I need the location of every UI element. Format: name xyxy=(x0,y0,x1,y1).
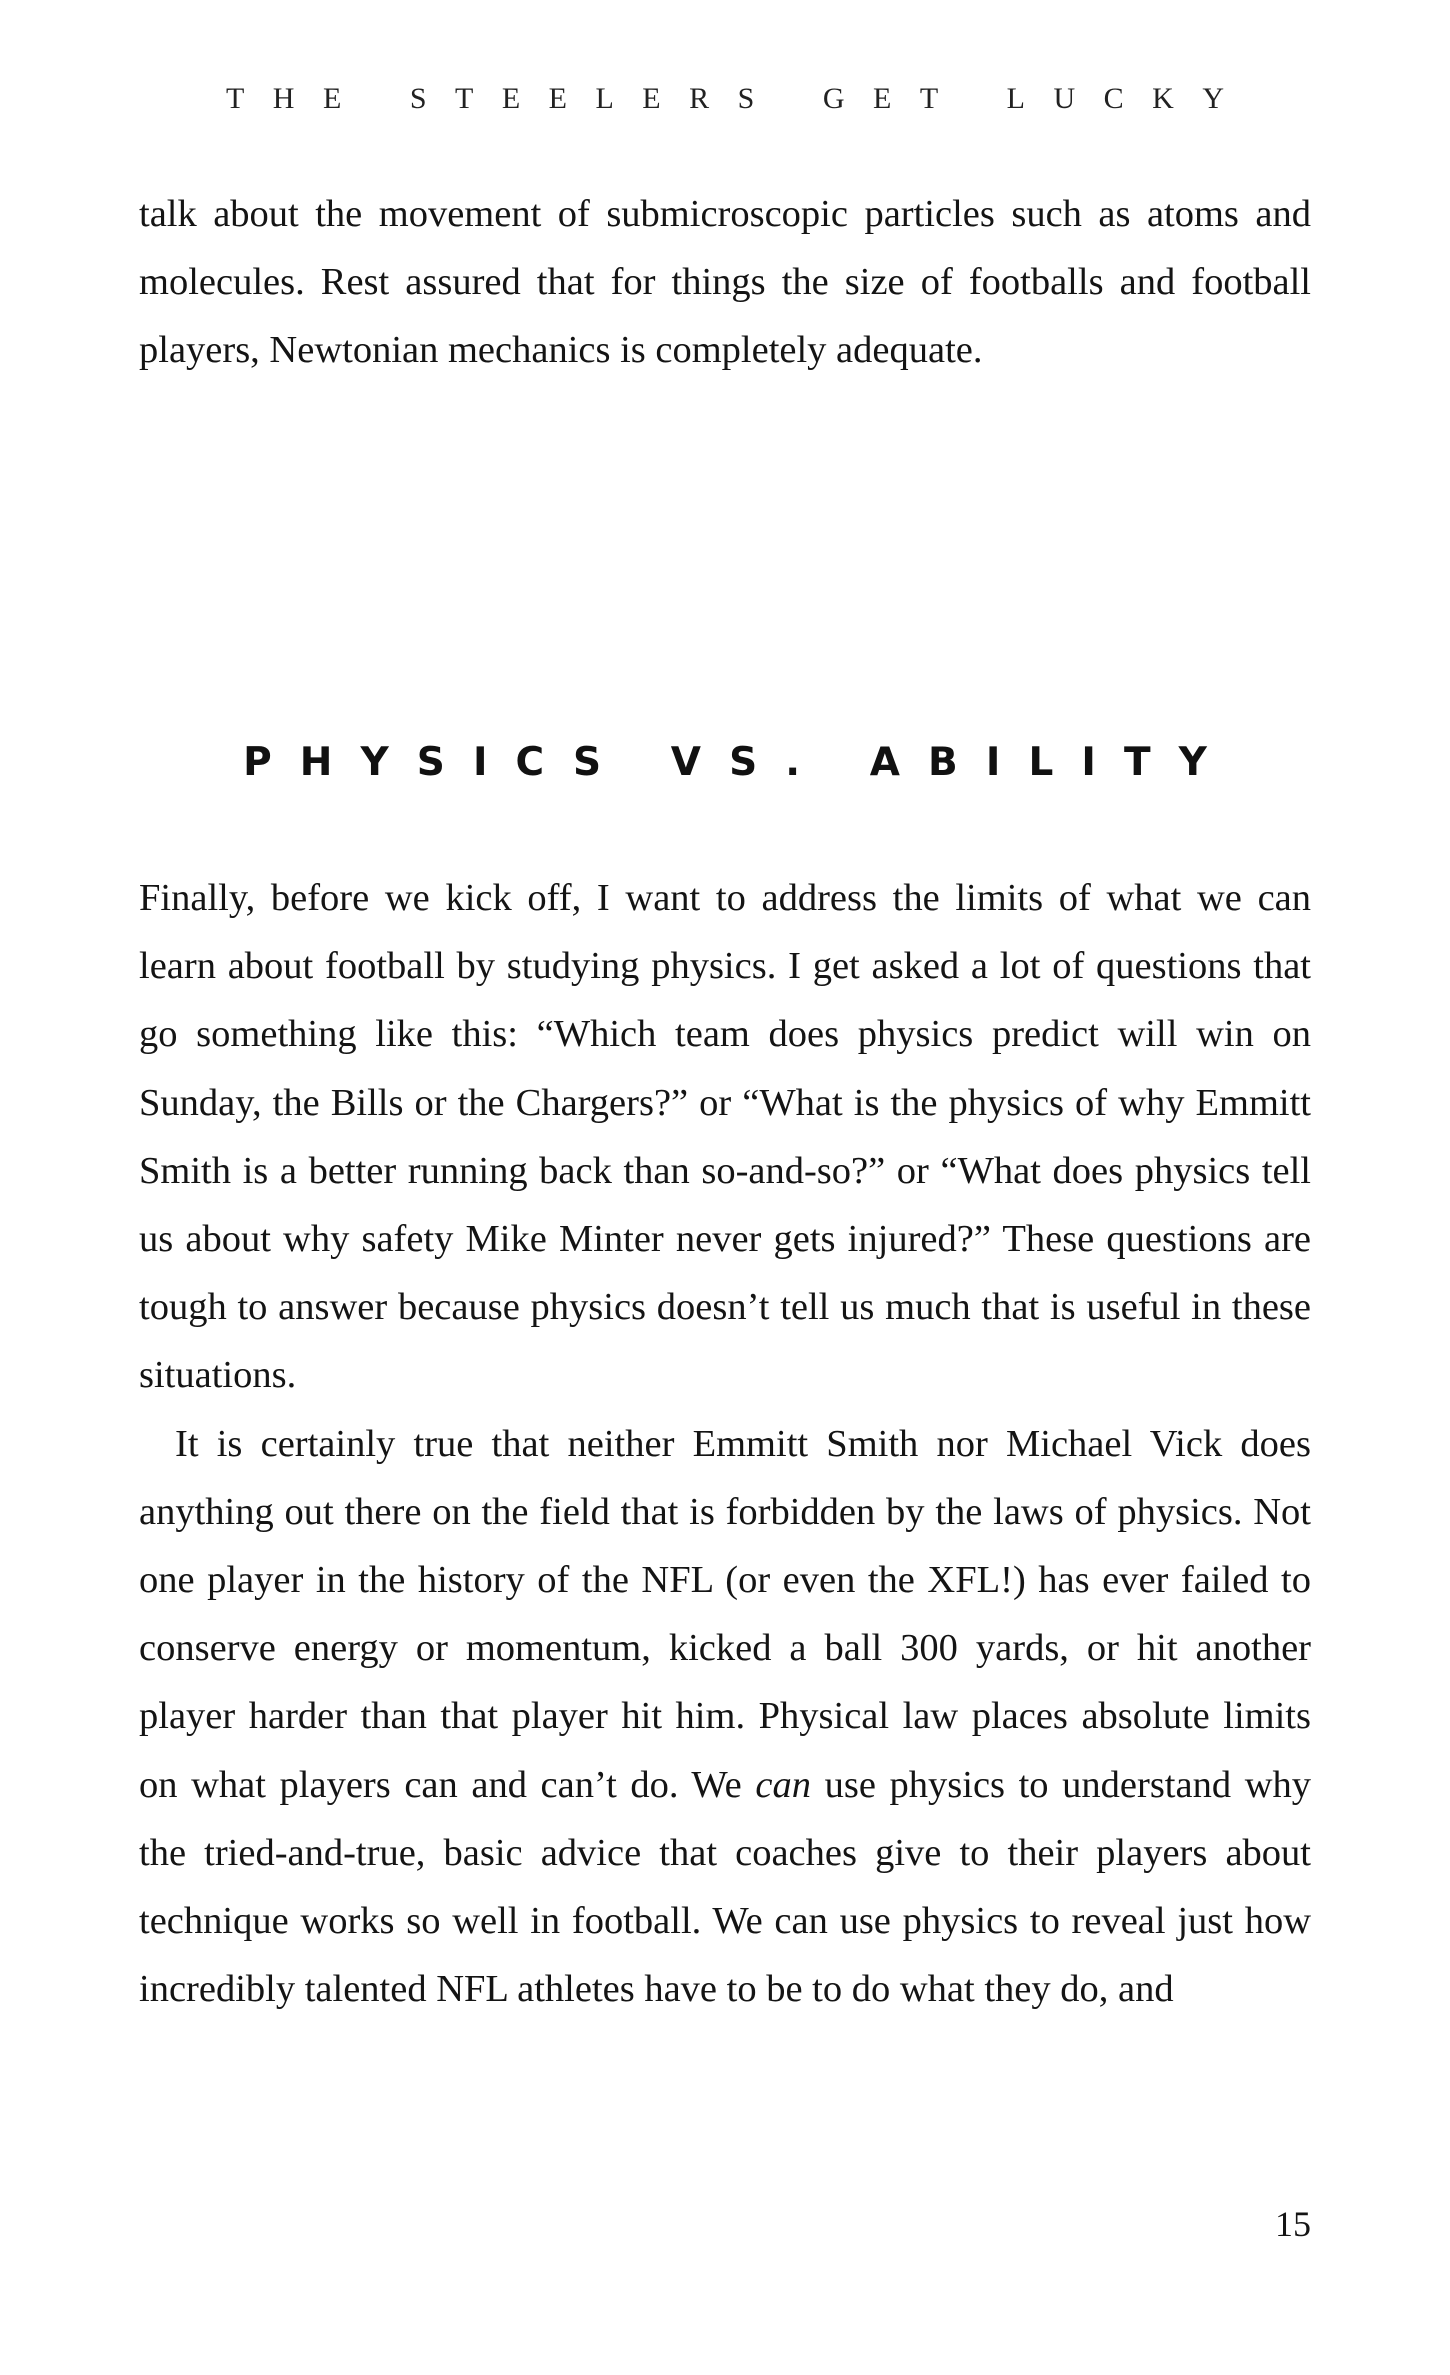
running-head-word: GET xyxy=(822,82,967,115)
section-body xyxy=(139,864,1311,2023)
continuation-text xyxy=(139,180,1311,385)
running-head-word: LUCKY xyxy=(1006,82,1253,115)
paragraph-text: use physics to understand why the tried-and-true, basic advice that coaches give to their players about technique works so well in football. We can use physics to reveal just how incredibly talented NFL athletes have to be to do what they do, and xyxy=(139,1763,1311,2011)
body-paragraph: Finally, before we kick off, I want to address the limits of what we can learn about football by studying physics. I get asked a lot of questions that go something like this: “Which team does physics predict will win on Sunday, the Bills or the Chargers?” or “What is the physics of why Emmitt Smith is a better running back than so-and-so?” or “What does physics tell us about why safety Mike Minter never gets injured?” These questions are tough to answer because physics doesn’t tell us much that is useful in these situations. xyxy=(139,877,1311,1397)
body-paragraph xyxy=(139,1410,1311,2024)
running-head-word: THE xyxy=(225,82,370,115)
emphasis-text: can xyxy=(755,1763,811,1806)
continuation-paragraph: talk about the movement of submicroscopic particles such as atoms and molecules. Rest assured that for things the size of footballs and football players, Newtonian mechanics is completely adequate. xyxy=(139,193,1311,372)
page-number: 15 xyxy=(1275,2204,1311,2244)
section-heading: PHYSICS VS. ABILITY xyxy=(243,740,1235,785)
paragraph-text: It is certainly true that neither Emmitt Smith nor Michael Vick does anything out there on the field that is forbidden by the laws of physics. Not one player in the history of the NFL (or even the XFL!) has ever failed to conserve energy or momentum, kicked a ball 300 yards, or hit another player harder than that player hit him. Physical law places absolute limits on what players can and can’t do. We xyxy=(139,1422,1311,1806)
running-head-word: STEELERS xyxy=(409,82,783,115)
running-head xyxy=(0,82,1450,116)
